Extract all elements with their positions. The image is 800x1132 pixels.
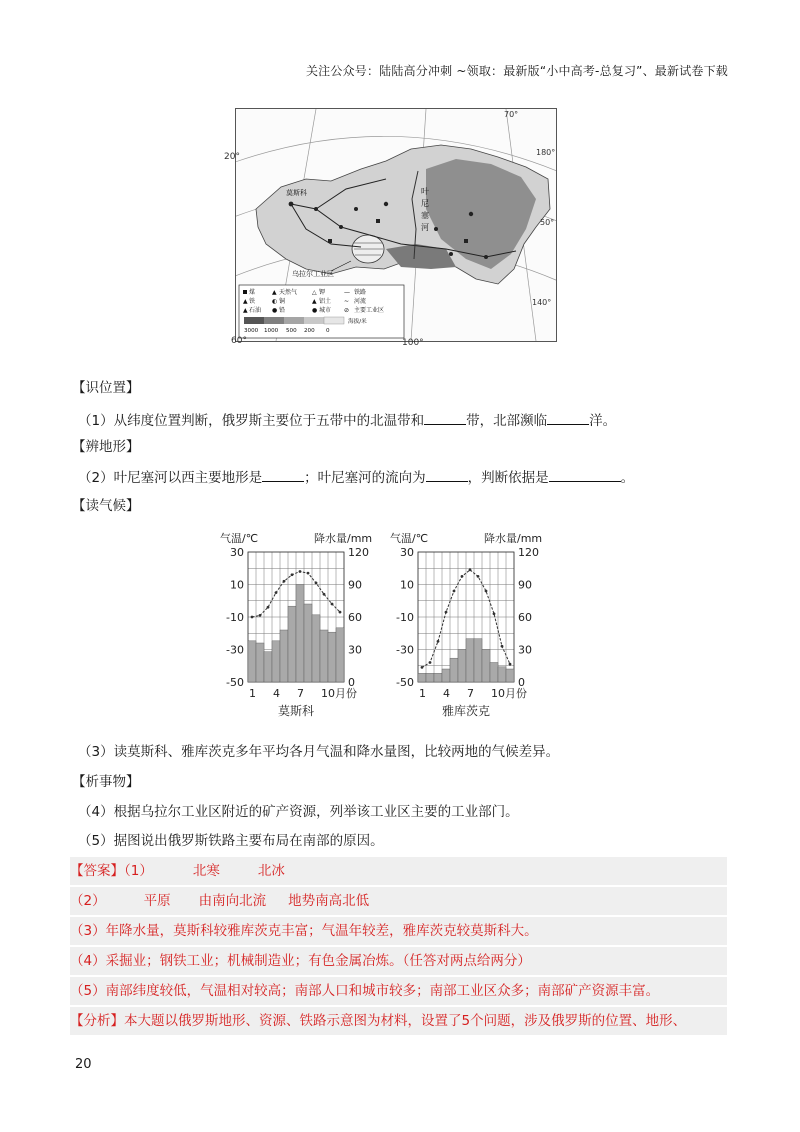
deg-140: 140°: [532, 298, 552, 307]
precip-tick-label: 30: [348, 643, 362, 657]
svg-text:铅: 铅: [279, 307, 286, 314]
temp-tick-label: -30: [226, 643, 244, 657]
temp-tick-label: -30: [396, 643, 414, 657]
temperature-point: [437, 640, 440, 643]
precip-tick-label: 90: [518, 578, 532, 592]
answer-row-1: 【答案】（1） 北寒 北冰: [70, 857, 727, 885]
precip-bar: [320, 630, 328, 682]
precip-bar: [304, 604, 312, 682]
chart-title: 莫斯科: [277, 704, 315, 718]
question-5: （5）据图说出俄罗斯铁路主要布局在南部的原因。: [78, 833, 384, 849]
temperature-point: [267, 606, 270, 609]
svg-text:▲: ▲: [243, 307, 248, 314]
climate-charts: [210, 528, 570, 718]
month-tick-label: 4: [443, 687, 450, 700]
temp-tick-label: 30: [230, 546, 244, 559]
svg-text:铜: 铜: [279, 298, 286, 305]
section-title-landform: 【辨地形】: [72, 439, 140, 455]
month-tick-label: 7: [467, 687, 474, 700]
answer-row-5: （5）南部纬度较低，气温相对较高；南部人口和城市较多；南部工业区众多；南部矿产资源丰富。: [70, 977, 727, 1005]
svg-text:⊘: ⊘: [344, 307, 350, 314]
svg-text:0: 0: [326, 328, 330, 334]
svg-text:河: 河: [421, 223, 429, 232]
temp-tick-label: -50: [226, 676, 244, 689]
question-4: （4）根据乌拉尔工业区附近的矿产资源，列举该工业区主要的工业部门。: [78, 804, 519, 820]
svg-text:3000: 3000: [244, 328, 259, 334]
label-moscow: 莫斯科: [286, 189, 307, 197]
temperature-point: [307, 572, 310, 575]
precip-bar: [248, 641, 256, 682]
month-tick-label: 10月份: [321, 687, 357, 700]
precip-bar: [474, 639, 482, 682]
answer-blank[interactable]: [424, 410, 466, 425]
svg-text:天然气: 天然气: [279, 289, 298, 296]
label-ural: 乌拉尔工业区: [292, 270, 334, 278]
temperature-point: [469, 568, 472, 571]
temperature-point: [275, 591, 278, 594]
month-tick-label: 7: [297, 687, 304, 700]
precip-bar: [466, 639, 474, 682]
precip-bar: [272, 641, 280, 682]
answer-blank[interactable]: [262, 467, 304, 482]
answer-row-4: （4）采掘业；钢铁工业；机械制造业；有色金属冶炼。（任答对两点给两分）: [70, 947, 727, 975]
temperature-point: [421, 666, 424, 669]
deg-100: 100°: [402, 338, 424, 348]
precip-tick-label: 0: [348, 676, 355, 689]
precip-bar: [296, 585, 304, 683]
temp-tick-label: -10: [396, 611, 414, 624]
precip-tick-label: 60: [518, 611, 532, 624]
russia-map-figure: [235, 108, 557, 342]
svg-text:城市: 城市: [319, 307, 332, 314]
header-note: 关注公众号：陆陆高分冲刺 ~领取：最新版“小中高考-总复习”、最新试卷下载: [305, 64, 728, 78]
answer-row-3: （3）年降水量，莫斯科较雅库茨克丰富；气温年较差，雅库茨克较莫斯科大。: [70, 917, 727, 945]
answer-blank[interactable]: [547, 410, 589, 425]
temperature-point: [461, 575, 464, 578]
precip-tick-label: 0: [518, 676, 525, 689]
temperature-point: [445, 611, 448, 614]
question-1: （1）从纬度位置判断，俄罗斯主要位于五带中的北温带和 带，北部濒临 洋。: [78, 410, 616, 431]
precip-bar: [442, 669, 450, 682]
svg-text:石油: 石油: [249, 307, 262, 314]
svg-text:叶: 叶: [421, 187, 429, 196]
precip-tick-label: 30: [518, 643, 532, 657]
temperature-point: [501, 645, 504, 648]
question-2: （2）叶尼塞河以西主要地形是 ；叶尼塞河的流向为 ，判断依据是 。: [78, 467, 634, 488]
temperature-point: [453, 590, 456, 593]
answer-row-2: （2） 平原 由南向北流 地势南高北低: [70, 887, 727, 915]
temperature-point: [493, 612, 496, 615]
temperature-point: [485, 590, 488, 593]
svg-text:塞: 塞: [421, 211, 429, 220]
svg-text:主要工业区: 主要工业区: [354, 307, 385, 314]
precip-axis-label: 降水量/mm: [314, 532, 373, 545]
temperature-point: [339, 611, 342, 614]
temperature-point: [509, 663, 512, 666]
precip-bar: [256, 643, 264, 682]
precip-bar: [328, 632, 336, 682]
temperature-point: [251, 616, 254, 619]
svg-text:▲: ▲: [243, 298, 248, 305]
answer-blank[interactable]: [426, 467, 468, 482]
temperature-point: [259, 614, 262, 617]
precip-bar: [336, 628, 344, 682]
precip-bar: [264, 652, 272, 682]
deg-50: 50°: [540, 218, 555, 227]
svg-text:1000: 1000: [264, 328, 279, 334]
svg-text:●: ●: [272, 307, 278, 314]
precip-bar: [312, 615, 320, 682]
temp-tick-label: 10: [230, 578, 244, 592]
precip-bar: [418, 673, 426, 682]
temperature-point: [291, 573, 294, 576]
precip-tick-label: 60: [348, 611, 362, 624]
svg-text:◐: ◐: [272, 298, 278, 305]
temp-tick-label: -10: [226, 611, 244, 624]
svg-text:▲: ▲: [312, 298, 317, 305]
temp-axis-label: 气温/℃: [220, 532, 259, 545]
section-title-climate: 【读气候】: [72, 498, 140, 514]
answer-row-analysis: 【分析】本大题以俄罗斯地形、资源、铁路示意图为材料，设置了5个问题，涉及俄罗斯的位置、地形、: [70, 1007, 727, 1035]
map-legend: [239, 285, 404, 338]
svg-text:尼: 尼: [421, 199, 429, 208]
deg-20: 20°: [224, 152, 240, 162]
deg-60: 60°: [231, 336, 247, 346]
svg-text:煤: 煤: [249, 289, 256, 296]
precip-bar: [482, 650, 490, 683]
svg-text:钾: 钾: [319, 289, 326, 296]
precip-bar: [426, 673, 434, 682]
precip-bar: [280, 630, 288, 682]
temp-tick-label: -50: [396, 676, 414, 689]
temperature-point: [283, 580, 286, 583]
svg-text:▲: ▲: [272, 289, 277, 296]
svg-text:△: △: [312, 289, 317, 296]
section-title-analysis: 【析事物】: [72, 774, 140, 790]
section-title-location: 【识位置】: [72, 380, 140, 396]
precip-bar: [490, 663, 498, 683]
month-tick-label: 4: [273, 687, 280, 700]
precip-bar: [288, 606, 296, 682]
precip-tick-label: 120: [518, 546, 539, 559]
chart-title: 雅库茨克: [441, 704, 491, 718]
temperature-point: [477, 575, 480, 578]
svg-text:铁: 铁: [249, 298, 256, 305]
month-tick-label: 10月份: [491, 687, 527, 700]
precip-bar: [458, 650, 466, 683]
svg-text:~: ~: [344, 298, 350, 305]
answer-blank[interactable]: [549, 467, 621, 482]
svg-text:200: 200: [304, 328, 315, 334]
precip-bar: [498, 667, 506, 682]
precip-tick-label: 120: [348, 546, 369, 559]
svg-text:●: ●: [312, 307, 318, 314]
temperature-point: [323, 593, 326, 596]
month-tick-label: 1: [419, 687, 426, 700]
precip-bar: [506, 669, 514, 682]
temperature-point: [315, 581, 318, 584]
temperature-point: [331, 603, 334, 606]
temp-tick-label: 30: [400, 546, 414, 559]
temperature-point: [429, 661, 432, 664]
precip-tick-label: 90: [348, 578, 362, 592]
svg-text:海拔/米: 海拔/米: [348, 319, 367, 325]
svg-text:500: 500: [286, 328, 297, 334]
month-tick-label: 1: [249, 687, 256, 700]
temp-tick-label: 10: [400, 578, 414, 592]
svg-text:铝土: 铝土: [319, 298, 332, 305]
russia-map: [236, 109, 556, 341]
deg-70: 70°: [504, 110, 519, 119]
precip-axis-label: 降水量/mm: [484, 532, 543, 545]
svg-text:河流: 河流: [354, 298, 367, 305]
deg-180: 180°: [536, 148, 556, 157]
question-3: （3）读莫斯科、雅库茨克多年平均各月气温和降水量图，比较两地的气候差异。: [78, 744, 560, 760]
precip-bar: [450, 658, 458, 682]
temperature-point: [299, 570, 302, 573]
temp-axis-label: 气温/℃: [390, 532, 429, 545]
precip-bar: [434, 673, 442, 682]
svg-text:—: —: [344, 289, 350, 296]
page-number: 20: [75, 1057, 92, 1072]
svg-text:铁路: 铁路: [354, 289, 367, 296]
